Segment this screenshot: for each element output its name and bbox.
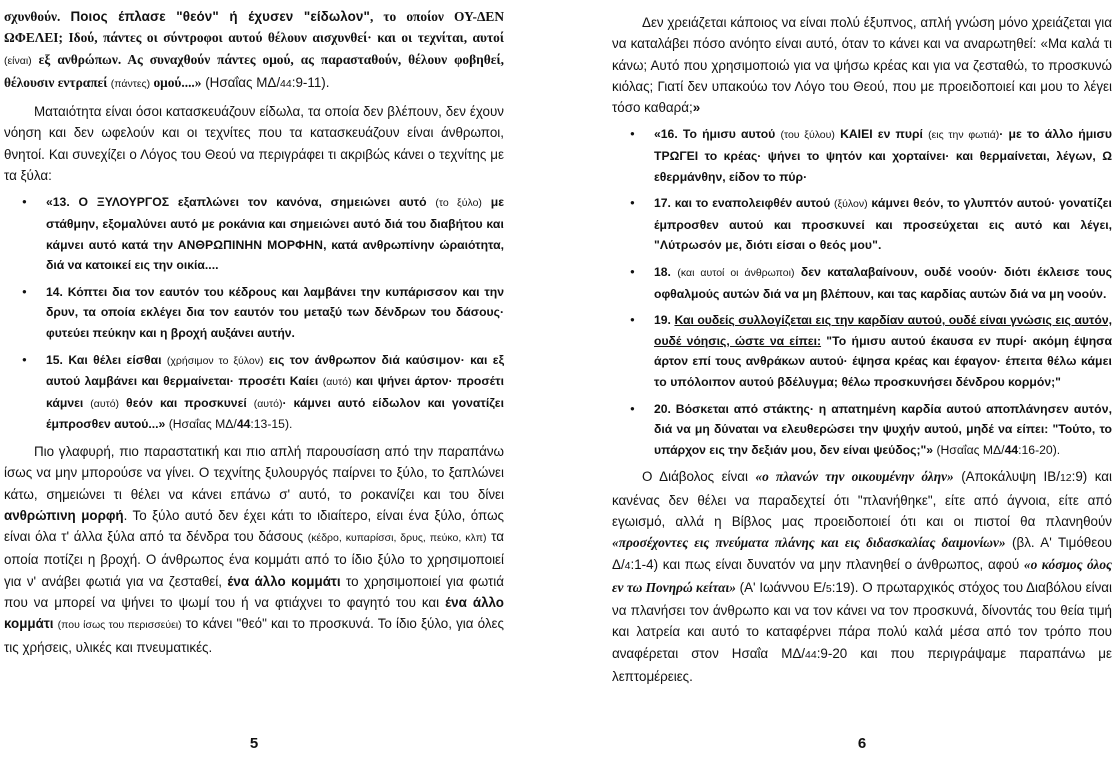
v13-i: αυτό με ροκάνια και <box>166 216 290 231</box>
v15-d: διά καύσιμον <box>381 352 461 367</box>
v16-b: (του ξύλου) <box>780 129 835 142</box>
paragraph-2 <box>4 441 504 658</box>
p2-c: . Το ξύλο αυτό δεν έχει κάτι το ιδιαίτερο, είναι ένα ξύλο, όπως είναι όλα τ' άλλα ξύλα από τα δένδρα του δάσους <box>4 507 504 545</box>
v19-b: Και ουδείς συλλογίζεται εις την καρδίαν αυτού, ουδέ είναι γνώσις εις αυτόν, ουδέ νόησις, ώστε να είπει: <box>654 313 1112 348</box>
v15-a: 15. Και θέλει είσθαι <box>46 352 167 367</box>
v15-n: είδωλον <box>372 395 421 410</box>
v16-a: «16. Το ήμισυ αυτού <box>654 127 781 142</box>
r-p2-a: Ο Διάβολος είναι <box>642 469 756 485</box>
v15-h: (αυτό) <box>90 397 120 410</box>
p2-f: ένα άλλο κομμάτι <box>227 573 341 589</box>
r-p2-d: 12 <box>1059 472 1072 485</box>
r-p2-o: :9-20 και που περιγράψαμε παραπάνω με λεπτομέρειες. <box>612 645 1112 685</box>
v13-j: σημειώνει <box>289 216 350 231</box>
v17-a: 17. και το εναπολειφθέν αυτού <box>654 196 834 211</box>
v17-e: , το γλυπτόν αυτού· <box>940 196 1059 211</box>
intro-t4: (είναι) <box>4 54 32 67</box>
p2-e: τα οποία ποτίζει η βροχή. Ο άνθρωπος ένα κομμάτι από το ίδιο ξύλο το χρησιμοποιεί για ν' ανάβει φωτιά για να ζεσταθεί, <box>4 529 505 589</box>
p2-j: (που ίσως του περισσεύει) <box>57 619 182 632</box>
p2-h: ένα άλλο κομμάτι <box>4 594 504 632</box>
verse-14: ● 14. Κόπτει δια τον εαυτόν του κέδρους και λαμβάνει την κυπάρισσον και την δρυν, τα οποία εκλέγει δια τον εαυτόν του μεταξύ των δένδρων του δάσους· φυτεύει πεύκην και η βροχή αυξάνει αυτήν. <box>46 282 504 344</box>
intro-t1: σχυνθούν. <box>4 9 71 24</box>
v15-j: θεόν <box>126 395 154 410</box>
v18-b: (και αυτοί οι άνθρωποι) <box>677 267 795 280</box>
v15-o: και γονατίζει έμπροσθεν αυτού...» <box>46 395 504 432</box>
verse-list-2 <box>612 124 1112 460</box>
v17-h: προσκυνεί <box>801 217 865 232</box>
r-p2-j: «ο κόσμος όλος εν τω Πονηρώ κείται» <box>612 556 1112 595</box>
r-p2-b: «ο πλανών την οικουμένην όλην» <box>755 469 954 485</box>
intro-t6: (πάντες) <box>110 77 151 90</box>
v20-f: :16-20). <box>1018 442 1061 457</box>
v17-m: . <box>877 238 882 253</box>
r-p2-g: (βλ. Α' Τιμόθεου Δ/ <box>612 535 1112 572</box>
r-p2-k: (Α' Ιωάννου Ε/ <box>735 579 826 595</box>
p2-d: (κέδρο, κυπαρίσσι, δρυς, πεύκο, κλπ) <box>307 532 487 545</box>
r-p2-i: :1-4) και πως είναι δυνατόν να μην πλανηθεί ο άνθρωπος, αφού <box>630 556 1024 572</box>
verse-15 <box>46 350 504 435</box>
v15-p: (Ησαΐας ΜΔ/ <box>165 417 237 432</box>
page-5 <box>4 6 504 766</box>
v19-d: "Το ήμισυ αυτού <box>826 333 926 348</box>
intro-t8: (Ησαΐας ΜΔ/ <box>201 74 281 90</box>
page-5-content <box>4 6 504 658</box>
v15-e: · και εξ αυτού λαμβάνει και θερμαίνεται· προσέτι Καίει <box>46 352 504 389</box>
v15-l: (αυτό) <box>253 397 283 410</box>
r-p2-h: 4 <box>624 559 631 572</box>
v16-e: · με το άλλο ήμισυ ΤΡΩΓΕΙ το κρέας· ψήνει το ψητόν και χορταίνει· και θερμαίνεται, λέγων, Ω εθερμάνθην, είδον το πύρ· <box>654 127 1112 184</box>
page-6-content <box>612 12 1112 687</box>
v17-g: έμπροσθεν αυτού και <box>654 217 802 232</box>
page-number: 5 <box>249 735 259 752</box>
verse-16 <box>654 124 1112 187</box>
page-number: 6 <box>857 735 867 752</box>
v15-i <box>119 396 126 410</box>
v20-c: , διά να μη δύναται να ελευθερώσει την ψυχήν αυτού, μηδέ να είπει: "Τούτο, το υπάρχον εις την δεξιάν μου, δεν είναι ψεύδος;"» <box>654 401 1112 457</box>
intro-t2: Ποιος έπλασε "θεόν" ή έχυσεν "είδωλον" <box>70 9 370 24</box>
v13-a: «13. Ο ΞΥΛΟΥΡΓΟΣ <box>46 195 178 210</box>
paragraph-3 <box>612 12 1112 118</box>
verse-19 <box>654 310 1112 392</box>
v13-c: τον κανόνα, <box>239 195 331 210</box>
v19-g: θέλω προσκυνήσει δένδρου κορμόν; <box>838 375 1056 390</box>
v18-c: δεν καταλαβαίνουν, ουδέ νοούν· διότι έκλεισε τους οφθαλμούς αυτών διά να μη βλέπουν, και τας καρδίας αυτών διά να μη νοούν. <box>654 265 1112 301</box>
v19-h: " <box>1055 375 1062 390</box>
v17-f: γονατίζει <box>1059 196 1112 211</box>
v13-e: αυτό <box>390 195 436 210</box>
intro-t5: εξ ανθρώπων. Ας συναχθούν πάντες ομού, ας παρασταθούν, θέλουν φοβηθεί, θέλουσιν εντραπεί <box>4 51 504 90</box>
v13-g: με στάθμην, <box>46 195 505 231</box>
v17-j: προσεύχεται <box>903 217 979 232</box>
r-p2-n: 44 <box>805 648 817 661</box>
p2-a: Πιο γλαφυρή, πιο παραστατική και πιο απλή παρουσίαση από την παραπάνω ίσως να μην μπορούσε να γίνει. Ο τεχνίτης ξυλουργός παίρνει το ξύλο, το ξαπλώνει κάτω, σημειώνει τι θέλει να κάνει επάνω σ' αυτό, το ροκανίζει και του δίνει <box>4 443 504 502</box>
v16-c: ΚΑΙΕΙ εν πυρί <box>834 127 929 142</box>
v15-g: και ψήνει άρτον· προσέτι κάμνει <box>46 374 504 410</box>
r-p2-f: «προσέχοντες εις πνεύματα πλάνης και εις διδασκαλίας δαιμονίων» <box>612 535 1006 551</box>
v20-e: 44 <box>1004 442 1019 457</box>
v20-a: 20. Βόσκεται από στάκτης· <box>654 401 819 416</box>
v15-f: (αυτό) <box>322 376 352 389</box>
v15-r: :13-15). <box>250 417 293 432</box>
verse-17 <box>654 193 1112 256</box>
v15-k: και προσκυνεί <box>153 395 254 410</box>
r-p1-a: Δεν χρειάζεται κάποιος να είναι πολύ έξυπνος, απλή γνώση μόνο χρειάζεται για να καταλάβει πόσο ανόητο είναι αυτό, όταν το κάνει και να αναρωτηθεί: «Μα καλά τι κάνω; Αυτό που χρησιμοποιώ για να ψήσω κρέας και για να ζεσταθώ, το προσκυνώ κιόλας; Γιατί δεν υπακούω τον Λόγο του Θεού, που με προειδοποιεί και μου το λέγει τόσο καθαρά; <box>612 15 1112 116</box>
intro-t3: , το οποίον ΟΥ-ΔΕΝ ΩΦΕΛΕΙ; Ιδού, πάντες οι σύντροφοι αυτού θέλουν αισχυνθεί· και οι τεχνίται, αυτοί <box>4 9 505 46</box>
v13-m: , κατά ανθρωπίνην ώραιότητα, διά να κατοικεί εις την οικία.... <box>46 237 504 273</box>
intro-t7: ομού....» <box>150 74 202 90</box>
v13-h: εξομαλύνει <box>102 216 167 231</box>
v13-d: σημειώνει <box>330 195 391 210</box>
v13-k: αυτό διά του διαβήτου <box>349 216 487 231</box>
verse-20 <box>654 399 1112 461</box>
verse-13 <box>46 192 504 275</box>
v16-d: (εις την φωτιά) <box>928 129 1000 142</box>
v15-q: 44 <box>236 417 251 432</box>
paragraph-1: Ματαιότητα είναι όσοι κατασκευάζουν είδωλα, τα οποία δεν βλέπουν, δεν έχουν νόηση και δεν ωφελούν και οι τεχνίτες που τα κατασκευάζουν είναι άνθρωποι, θνητοί. Και συνεχίζει ο Λόγος του Θεού να περιγράφει τι ακριβώς κάνει ο τεχνίτης με τα ξύλα: <box>4 104 504 184</box>
v15-c: εις τον άνθρωπον <box>263 352 382 367</box>
intro-t9: 44 <box>280 77 292 90</box>
v17-i: και <box>864 217 904 232</box>
v17-d: κάμνει θεόν <box>871 196 941 211</box>
r-p1-b: » <box>692 100 701 116</box>
v19-f: έπειτα θέλω κάμει το υπόλοιπον αυτού βδέλυγμα; <box>654 354 1112 390</box>
v20-d: (Ησαΐας ΜΔ/ <box>933 442 1005 457</box>
r-p2-m: :19). Ο πρωταρχικός στόχος του Διαβόλου είναι να πλανήσει τον άνθρωπο και να τον κάνει να τον προσκυνά, δίνοντάς του θεία τιμή και λατρεία και αυτό το καταφέρνει πάρα πολύ καλά μέσα από τον τρόπο που αναφέρεται στον Ησαΐα ΜΔ/ <box>612 579 1112 661</box>
page-6 <box>612 6 1112 766</box>
v18-a: 18. <box>654 265 678 280</box>
r-p2-c: (Αποκάλυψη ΙΒ/ <box>953 469 1060 485</box>
v15-b: (χρήσιμον το ξύλον) <box>166 354 264 367</box>
verse-list-1 <box>4 192 504 435</box>
v13-b: εξαπλώνει <box>177 195 240 210</box>
r-p2-l: 5 <box>825 582 832 595</box>
p2-g: το χρησιμοποιεί για φωτιά που να μπορεί να ψήνει το ψωμί του ή να φτιάχνει το φαγητό του και <box>4 573 504 610</box>
v20-b: η απατημένη καρδία αυτού αποπλάνησεν αυτόν <box>818 401 1109 416</box>
intro-t10: :9-11). <box>291 74 330 90</box>
r-p2-e: :9) και κανένας δεν θέλει να παραδεχτεί ότι "πλανήθηκε", είτε από άγνοια, είτε από εγωισμό, αλλά η Βίβλος μας προειδοποιεί ότι και οι πιστοί θα πλανηθούν <box>612 469 1112 529</box>
paragraph-4 <box>612 466 1112 687</box>
intro-text <box>4 6 504 95</box>
v19-a: 19. <box>654 313 675 328</box>
v17-k: εις αυτό και λέγει, <box>978 217 1112 232</box>
v13-f: (το ξύλο) <box>435 197 482 210</box>
verse-18 <box>654 262 1112 304</box>
v13-l: και κάμνει αυτό κατά την ΑΝΘΡΩΠΙΝΗΝ ΜΟΡΦΗΝ <box>46 216 504 252</box>
p2-k: το κάνει "θεό" και το προσκυνά. Το ίδιο ξύλο, για όλες τις χρήσεις, υλικές και πνευματικές. <box>4 616 504 655</box>
v15-m: · κάμνει αυτό <box>282 395 373 410</box>
p2-b: ανθρώπινη μορφή <box>4 507 124 523</box>
v17-b: (ξύλον) <box>833 198 868 211</box>
v17-l: "Λύτρωσόν με, διότι είσαι ο θεός μου" <box>654 238 878 253</box>
v19-e: έκαυσα εν πυρί· ακόμη έψησα άρτον επί τους ανθράκων αυτού· έψησα κρέας και έφαγον· <box>654 333 1112 369</box>
